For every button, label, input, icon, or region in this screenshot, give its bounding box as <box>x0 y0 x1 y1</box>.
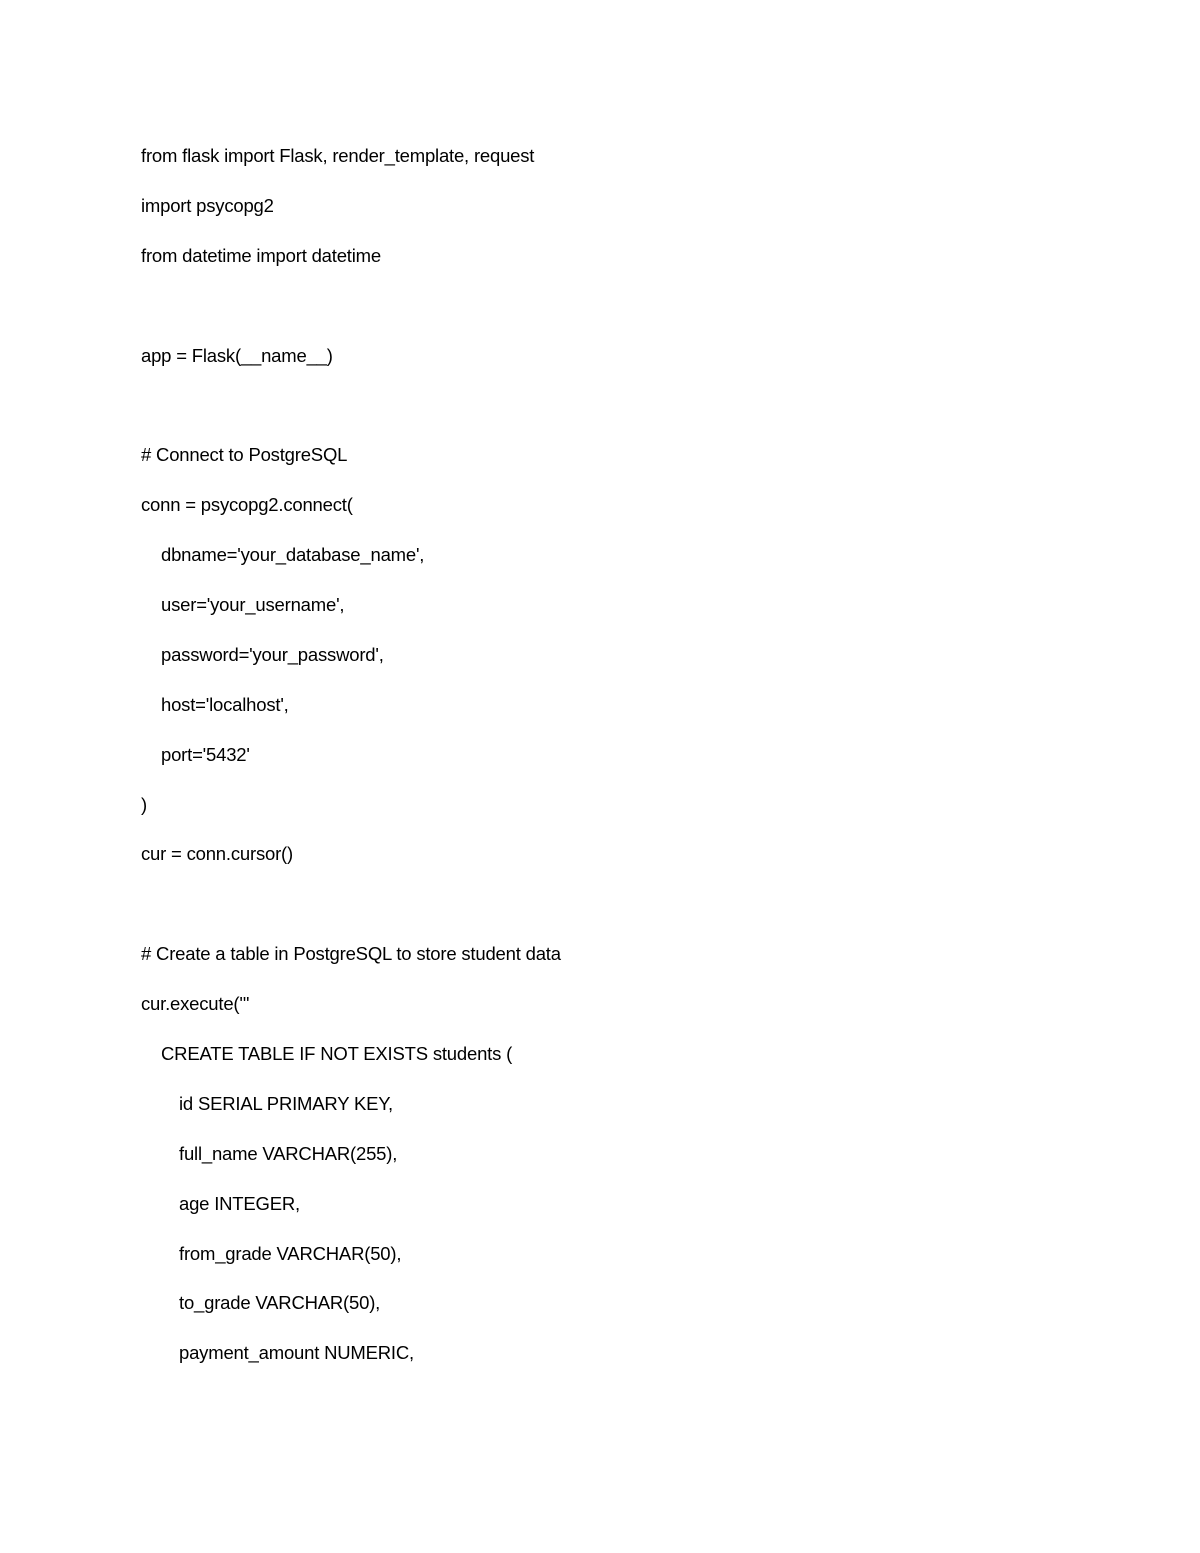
comment-line: # Create a table in PostgreSQL to store student data <box>141 943 561 965</box>
code-line: import psycopg2 <box>141 194 274 216</box>
code-line: from_grade VARCHAR(50), <box>179 1242 402 1264</box>
code-line: port='5432' <box>161 743 250 765</box>
comment-line: # Connect to PostgreSQL <box>141 444 348 466</box>
code-line: app = Flask(__name__) <box>141 344 333 366</box>
code-line: password='your_password', <box>161 643 384 665</box>
blank-line <box>141 291 1121 341</box>
code-line: ) <box>141 793 147 815</box>
code-line: id SERIAL PRIMARY KEY, <box>179 1092 393 1114</box>
code-line: conn = psycopg2.connect( <box>141 494 353 516</box>
code-line: full_name VARCHAR(255), <box>179 1142 398 1164</box>
code-line: cur = conn.cursor() <box>141 843 293 865</box>
code-text-lines <box>141 141 1121 1388</box>
code-line: from flask import Flask, render_template, request <box>141 145 535 166</box>
code-line: payment_amount NUMERIC, <box>179 1342 414 1364</box>
code-line: from datetime import datetime <box>141 244 381 266</box>
code-line: to_grade VARCHAR(50), <box>179 1292 381 1314</box>
blank-line <box>141 889 1121 939</box>
code-line: user='your_username', <box>161 594 345 616</box>
code-line: dbname='your_database_name', <box>161 544 425 566</box>
code-line: age INTEGER, <box>179 1192 300 1214</box>
code-line: CREATE TABLE IF NOT EXISTS students ( <box>161 1043 513 1065</box>
blank-line <box>141 390 1121 440</box>
code-line: host='localhost', <box>161 693 289 715</box>
code-line: cur.execute(''' <box>141 993 250 1015</box>
